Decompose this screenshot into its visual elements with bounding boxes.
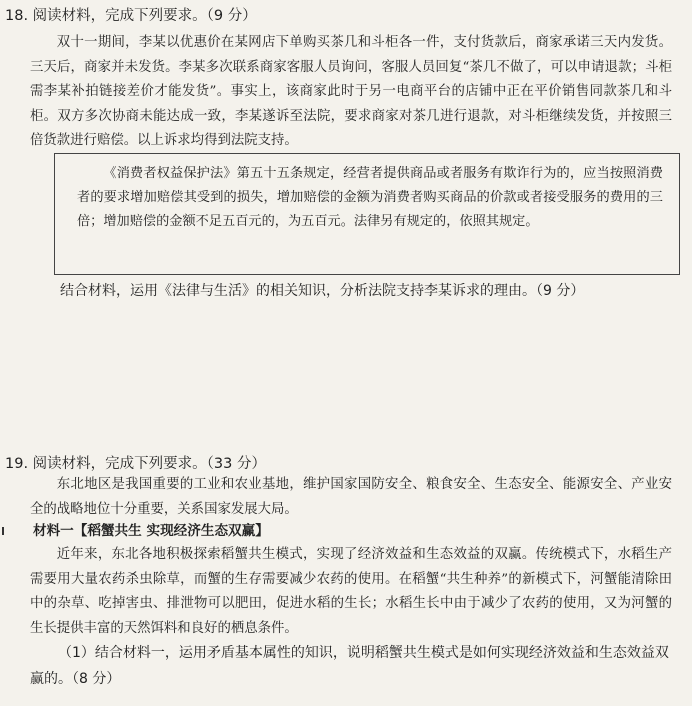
- question-19-subquestion-1: （1）结合材料一，运用矛盾基本属性的知识，说明稻蟹共生模式是如何实现经济效益和生态效益双赢的。（8 分）: [30, 645, 669, 687]
- margin-mark: [2, 527, 4, 535]
- material-1-text: 近年来，东北各地积极探索稻蟹共生模式，实现了经济效益和生态效益的双赢。传统模式下，水稻生产需要用大量农药杀虫除草，而蟹的生存需要减少农药的使用。在稻蟹“共生种养”的新模式下，河蟹能清除田中的杂草、吃掉害虫、排泄物可以肥田，促进水稻的生长；水稻生长中由于减少了农药的使用，又为河蟹的生长提供丰富的天然饵料和良好的栖息条件。: [30, 547, 672, 636]
- question-19-heading: 19. 阅读材料，完成下列要求。（33 分）: [5, 456, 266, 472]
- question-18-heading: 18. 阅读材料，完成下列要求。（9 分）: [5, 8, 257, 24]
- law-quote-box: [54, 153, 680, 275]
- material-1-title: 材料一【稻蟹共生 实现经济生态双赢】: [33, 523, 269, 539]
- question-19-intro: 东北地区是我国重要的工业和农业基地，维护国家国防安全、粮食安全、生态安全、能源安全、产业安全的战略地位十分重要，关系国家发展大局。: [30, 477, 672, 517]
- law-quote-text: 《消费者权益保护法》第五十五条规定，经营者提供商品或者服务有欺诈行为的，应当按照消费者的要求增加赔偿其受到的损失，增加赔偿的金额为消费者购买商品的价款或者接受服务的费用的三倍；增加赔偿的金额不足五百元的，为五百元。法律另有规定的，依照其规定。: [77, 166, 663, 229]
- question-18-task: 结合材料，运用《法律与生活》的相关知识，分析法院支持李某诉求的理由。（9 分）: [60, 283, 585, 299]
- question-18-material: 双十一期间，李某以优惠价在某网店下单购买茶几和斗柜各一件，支付货款后，商家承诺三天内发货。三天后，商家并未发货。李某多次联系商家客服人员询问，客服人员回复“茶几不做了，可以申请退款；斗柜需李某补拍链接差价才能发货”。事实上，该商家此时于另一电商平台的店铺中正在平价销售同款茶几和斗柜。双方多次协商未能达成一致，李某遂诉至法院，要求商家对茶几进行退款，对斗柜继续发货，并按照三倍货款进行赔偿。以上诉求均得到法院支持。: [30, 35, 672, 148]
